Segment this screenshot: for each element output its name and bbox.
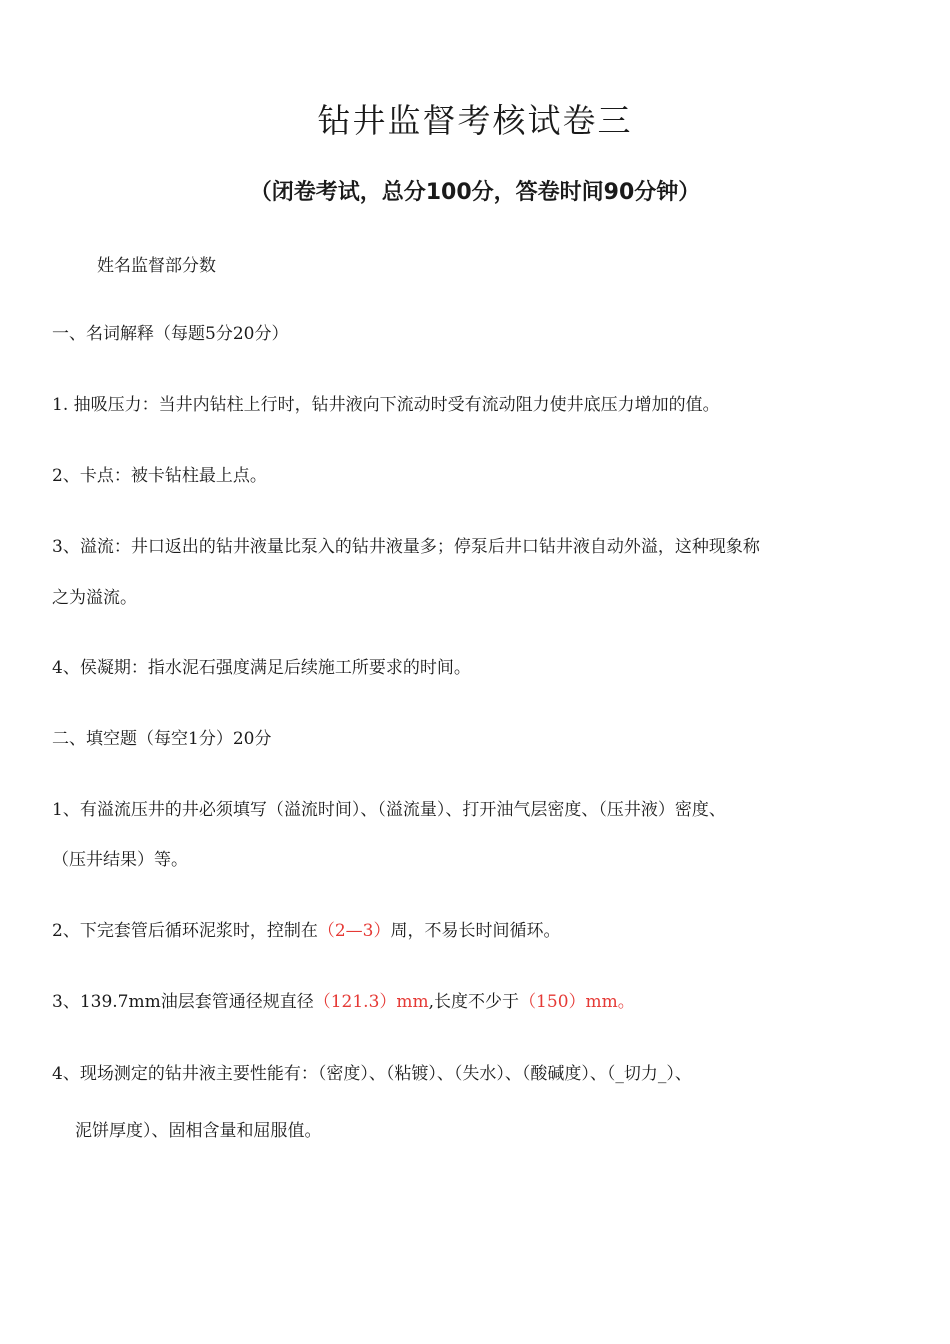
answer-text: （121.3）mm [313, 992, 429, 1012]
section2-question-3 [52, 988, 912, 1016]
section2-question-2 [52, 917, 912, 945]
section2-question-1-line2: （压井结果）等。 [52, 850, 188, 870]
question-text: 周，不易长时间循环。 [390, 921, 561, 941]
exam-subtitle: （闭卷考试，总分100分，答卷时间90分钟） [249, 180, 701, 205]
question-text: ,长度不少于 [428, 992, 520, 1012]
question-text: 3、139.7mm油层套管通径规直径 [52, 992, 314, 1012]
section1-question-1: 1. 抽吸压力：当井内钻柱上行时，钻井液向下流动时受有流动阻力使井底压力增加的值。 [52, 395, 720, 415]
section1-question-2: 2、卡点：被卡钻柱最上点。 [52, 466, 267, 486]
answer-text: （2—3） [317, 921, 391, 941]
name-line: 姓名监督部分数 [97, 256, 216, 276]
section1-question-3-line2: 之为溢流。 [52, 588, 137, 608]
section1-question-4: 4、侯凝期：指水泥石强度满足后续施工所要求的时间。 [52, 658, 471, 678]
section1-heading: 一、名词解释（每题5分20分） [52, 324, 289, 344]
question-text: 2、下完套管后循环泥浆时，控制在 [52, 921, 318, 941]
section2-question-4-line2: 泥饼厚度）、固相含量和屈服值。 [75, 1121, 322, 1141]
section2-heading: 二、填空题（每空1分）20分 [52, 729, 272, 749]
answer-text: （150）mm。 [519, 992, 635, 1012]
section2-question-4-line1: 4、现场测定的钻井液主要性能有：（密度）、（粘镀）、（失水）、（酸碱度）、（_切力_）、 [52, 1064, 692, 1084]
exam-title: 钻井监督考核试卷三 [317, 101, 633, 140]
section1-question-3-line1: 3、溢流：井口返出的钻井液量比泵入的钻井液量多；停泵后井口钻井液自动外溢，这种现象称 [52, 537, 760, 557]
section2-question-1-line1: 1、有溢流压井的井必须填写（溢流时间）、（溢流量）、打开油气层密度、（压井液）密度、 [52, 800, 726, 820]
